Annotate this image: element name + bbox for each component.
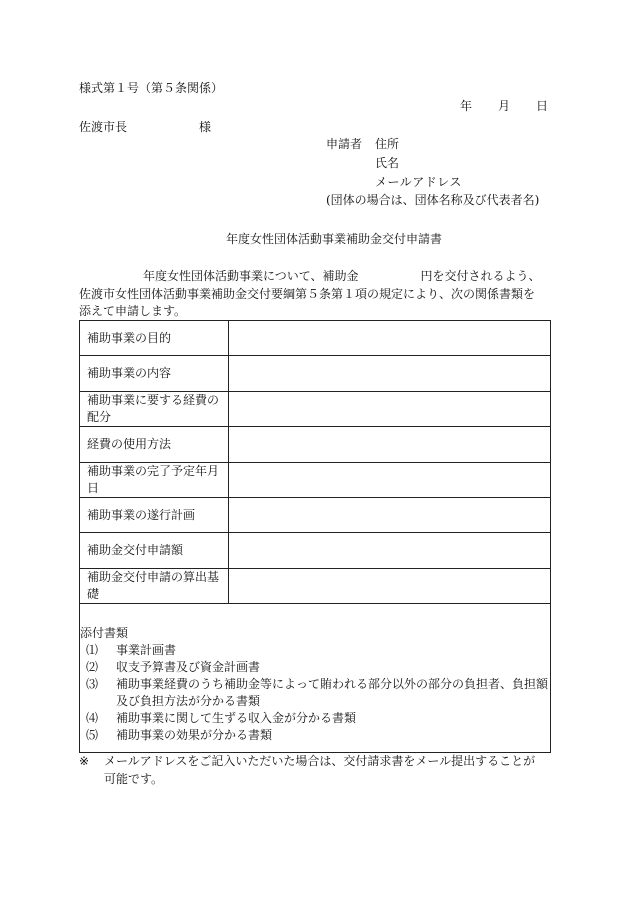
date-day: 日: [536, 99, 549, 113]
addressee-name: 佐渡市長: [79, 120, 128, 134]
attachment-item: [80, 642, 550, 659]
table-row: [80, 462, 551, 497]
attachment-text: 補助事業に関して生ずる収入金が分かる書類: [116, 711, 357, 726]
row-label-content: 補助事業の内容: [80, 356, 229, 391]
row-label-completion-date: 補助事業の完了予定年月日: [80, 462, 229, 497]
applicant-address-label: 住所: [375, 137, 400, 151]
table-row: [80, 427, 551, 462]
row-label-requested-amount: 補助金交付申請額: [80, 533, 229, 568]
row-label-expense-allocation: 補助事業に要する経費の配分: [80, 391, 229, 426]
intro-line-2: 佐渡市女性団体活動事業補助金交付要綱第５条第１項の規定により、次の関係書類を: [79, 287, 536, 301]
attachments-title: 添付書類: [80, 626, 129, 641]
table-row: [80, 497, 551, 532]
table-row: [80, 321, 551, 356]
attachment-item: [80, 659, 550, 676]
table-row: [80, 533, 551, 568]
intro-line-1-a: 年度女性団体活動事業について、補助金: [143, 269, 359, 283]
row-value-completion-date[interactable]: [229, 462, 551, 497]
attachments-cell: [80, 604, 551, 753]
attachment-number: ⑷: [86, 711, 99, 726]
form-number: 様式第１号（第５条関係）: [79, 81, 224, 95]
attachment-text: 補助事業の効果が分かる書類: [116, 728, 273, 743]
intro-line-1-b: 円を交付されるよう、: [420, 269, 541, 283]
intro-line-1: [143, 270, 541, 282]
attachment-text: 補助事業経費のうち補助金等によって賄われる部分以外の部分の負担者、負担額及び負担方法が分かる書類: [116, 677, 549, 709]
applicant-group-note: (団体の場合は、団体名称及び代表者名): [326, 193, 540, 207]
row-label-purpose: 補助事業の目的: [80, 321, 229, 356]
row-label-expense-usage: 経費の使用方法: [80, 427, 229, 462]
row-value-execution-plan[interactable]: [229, 497, 551, 532]
row-label-execution-plan: 補助事業の遂行計画: [80, 497, 229, 532]
attachments-row: [80, 604, 551, 753]
note-mark: ※: [79, 754, 90, 768]
note-text-line-1: メールアドレスをご記入いただいた場合は、交付請求書をメール提出することが: [104, 754, 536, 768]
attachment-text: 事業計画書: [116, 643, 177, 658]
row-value-expense-allocation[interactable]: [229, 391, 551, 426]
addressee-honorific: 様: [199, 120, 212, 134]
attachment-item: [80, 676, 550, 710]
table-row: [80, 568, 551, 603]
applicant-label: 申請者: [326, 137, 363, 151]
attachment-number: ⑸: [86, 728, 99, 743]
applicant-name-label: 氏名: [375, 156, 400, 170]
date-line: [460, 100, 548, 112]
applicant-email-label: メールアドレス: [375, 175, 462, 189]
intro-line-3: 添えて申請します。: [79, 304, 187, 318]
row-value-content[interactable]: [229, 356, 551, 391]
application-table: [79, 320, 551, 753]
row-value-purpose[interactable]: [229, 321, 551, 356]
row-value-expense-usage[interactable]: [229, 427, 551, 462]
attachment-number: ⑵: [86, 660, 99, 675]
attachment-item: [80, 727, 550, 744]
date-year: 年: [460, 99, 473, 113]
row-value-calculation-basis[interactable]: [229, 568, 551, 603]
table-row: [80, 356, 551, 391]
note-text-line-2: 可能です。: [104, 772, 164, 786]
document-title: 年度女性団体活動事業補助金交付申請書: [226, 232, 443, 246]
date-month: 月: [498, 99, 511, 113]
row-value-requested-amount[interactable]: [229, 533, 551, 568]
table-row: [80, 391, 551, 426]
attachment-item: [80, 710, 550, 727]
addressee: [79, 121, 211, 133]
row-label-calculation-basis: 補助金交付申請の算出基礎: [80, 568, 229, 603]
attachment-text: 収支予算書及び資金計画書: [116, 660, 261, 675]
attachment-number: ⑶: [86, 677, 99, 692]
attachment-number: ⑴: [86, 643, 99, 658]
